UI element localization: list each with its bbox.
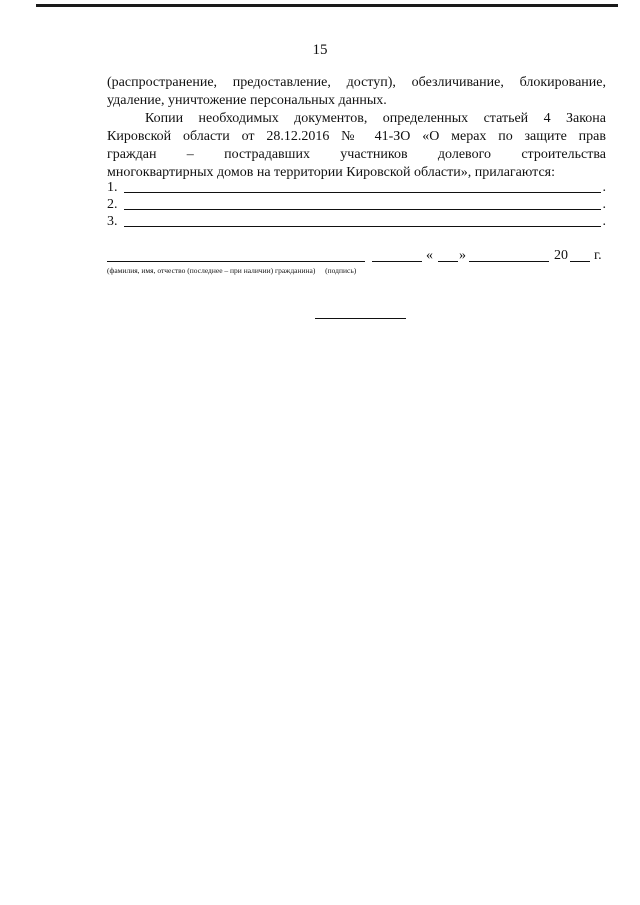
top-border-rule (36, 4, 618, 7)
signature-caption-label: (подпись) (325, 266, 357, 275)
year-blank-field[interactable] (570, 261, 590, 262)
paragraph-line: удаление, уничтожение персональных данных. (107, 93, 387, 108)
attachment-item-3 (107, 212, 606, 230)
paragraph-line: Копии необходимых документов, определенных статьей 4 Закона (145, 111, 606, 126)
date-quote-open: « (426, 248, 433, 263)
paragraph-line: (распространение, предоставление, доступ), обезличивание, блокирование, (107, 75, 606, 90)
year-prefix: 20 (554, 248, 568, 263)
attachment-blank-field[interactable] (124, 180, 601, 193)
attachment-item-2 (107, 195, 606, 213)
year-suffix: г. (594, 248, 602, 263)
attachment-item-1 (107, 178, 606, 196)
signature-row (107, 247, 606, 265)
attachment-blank-field[interactable] (124, 197, 601, 210)
paragraph-line: многоквартирных домов на территории Кировской области», прилагаются: (107, 165, 555, 180)
attachment-number: 3. (107, 214, 118, 229)
date-quote-close: » (459, 248, 466, 263)
signature-blank-field[interactable] (372, 261, 422, 262)
day-blank-field[interactable] (438, 261, 458, 262)
page-number: 15 (312, 42, 328, 58)
signature-caption (107, 266, 356, 275)
attachments-paragraph (107, 110, 606, 182)
attachment-number: 1. (107, 180, 118, 195)
paragraph-line: Кировской области от 28.12.2016 № 41-ЗО «О мерах по защите прав (107, 129, 606, 144)
attachment-end-mark: . (602, 197, 606, 212)
full-name-caption: (фамилия, имя, отчество (последнее – при наличии) гражданина) (107, 266, 316, 275)
full-name-blank-field[interactable] (107, 261, 365, 262)
attachment-end-mark: . (602, 180, 606, 195)
month-blank-field[interactable] (469, 261, 549, 262)
attachment-blank-field[interactable] (124, 214, 601, 227)
attachment-number: 2. (107, 197, 118, 212)
consent-paragraph-end (107, 74, 606, 110)
paragraph-line: граждан – пострадавших участников долевого строительства (107, 147, 606, 162)
closing-rule (315, 318, 406, 319)
attachment-end-mark: . (602, 214, 606, 229)
